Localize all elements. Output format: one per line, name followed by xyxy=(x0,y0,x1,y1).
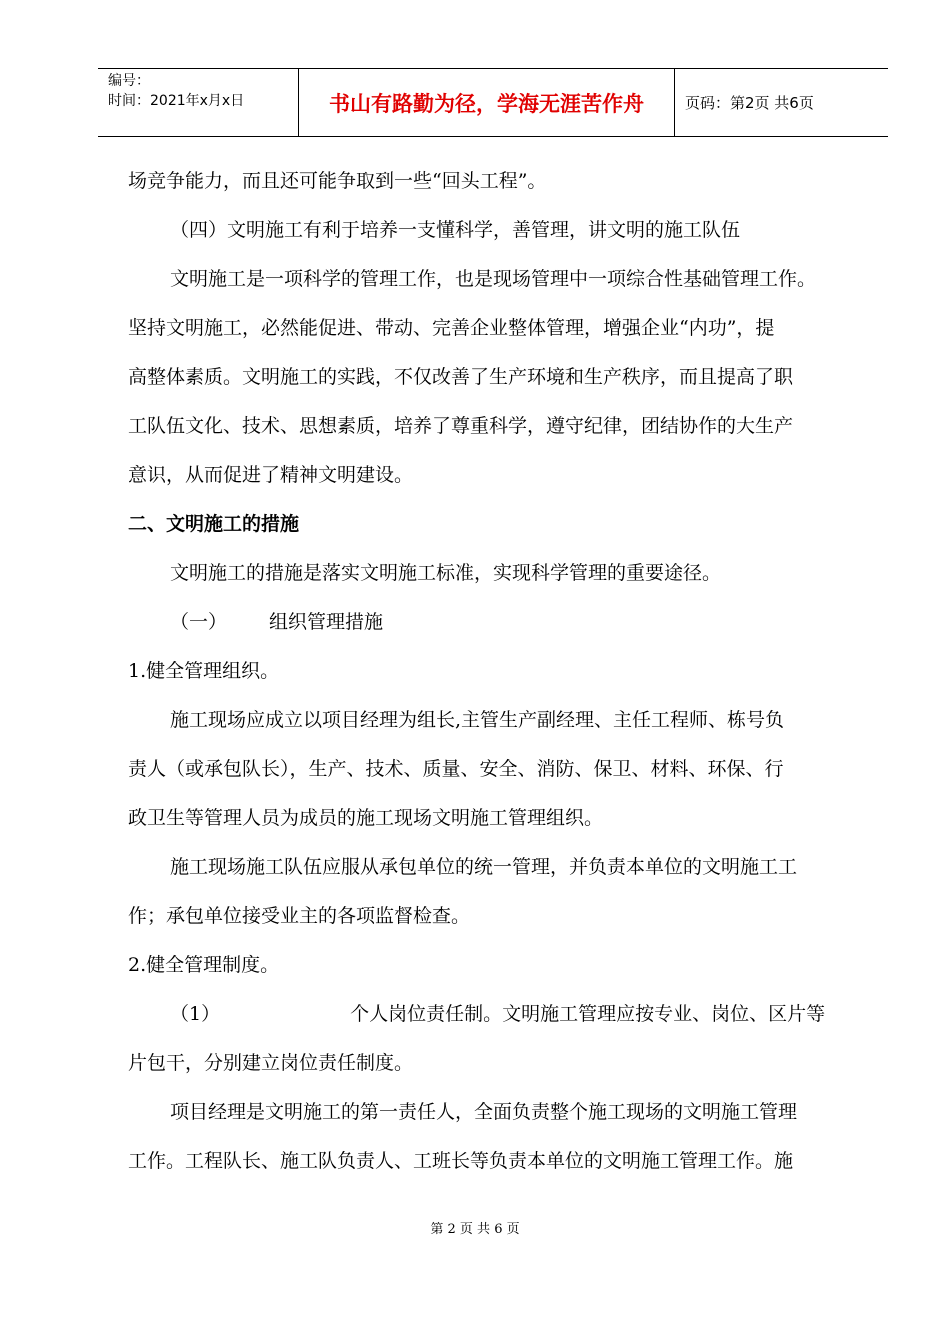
page-header xyxy=(98,68,888,137)
list-item-text: 个人岗位责任制。文明施工管理应按专业、岗位、区片等 xyxy=(350,1003,826,1025)
paragraph-line: 文明施工的措施是落实文明施工标准，实现科学管理的重要途径。 xyxy=(170,562,722,584)
paragraph-line: 施工现场应成立以项目经理为组长,主管生产副经理、主任工程师、栋号负 xyxy=(170,709,785,731)
paragraph-line: 工作。工程队长、施工队负责人、工班长等负责本单位的文明施工管理工作。施 xyxy=(128,1150,794,1172)
header-motto: 书山有路勤为径，学海无涯苦作舟 xyxy=(299,69,675,136)
subsection-heading xyxy=(128,599,868,648)
paragraph-line: 责人（或承包队长），生产、技术、质量、安全、消防、保卫、材料、环保、行 xyxy=(128,758,784,780)
paragraph-line: 坚持文明施工，必然能促进、带动、完善企业整体管理，增强企业“内功”，提 xyxy=(128,317,775,339)
list-item-number: （1） xyxy=(170,1003,221,1025)
time-label: 时间：2021年x月x日 xyxy=(108,93,245,109)
section-subheading: （四）文明施工有利于培养一支懂科学，善管理，讲文明的施工队伍 xyxy=(170,219,741,241)
paragraph-line: 片包干，分别建立岗位责任制度。 xyxy=(128,1052,414,1074)
header-page-info: 页码：第2页 共6页 xyxy=(685,94,814,112)
number-label: 编号： xyxy=(108,73,150,89)
paragraph-line: 文明施工是一项科学的管理工作，也是现场管理中一项综合性基础管理工作。 xyxy=(170,268,817,290)
header-meta xyxy=(98,69,299,136)
paragraph-line: 项目经理是文明施工的第一责任人，全面负责整个施工现场的文明施工管理 xyxy=(170,1101,798,1123)
numbered-item: 2.健全管理制度。 xyxy=(128,954,280,976)
paragraph-line: 意识，从而促进了精神文明建设。 xyxy=(128,464,414,486)
paragraph-line: 政卫生等管理人员为成员的施工现场文明施工管理组织。 xyxy=(128,807,604,829)
list-item-line xyxy=(128,991,868,1040)
paragraph-line: 高整体素质。文明施工的实践，不仅改善了生产环境和生产秩序，而且提高了职 xyxy=(128,366,794,388)
paragraph-line: 工队伍文化、技术、思想素质，培养了尊重科学，遵守纪律，团结协作的大生产 xyxy=(128,415,794,437)
text-line: 场竞争能力，而且还可能争取到一些“回头工程”。 xyxy=(128,170,547,192)
page-footer: 第 2 页 共 6 页 xyxy=(430,1222,520,1237)
paragraph-line: 施工现场施工队伍应服从承包单位的统一管理，并负责本单位的文明施工工 xyxy=(170,856,798,878)
subsection-number: （一） xyxy=(170,611,228,633)
section-heading: 二、文明施工的措施 xyxy=(128,513,300,535)
document-body xyxy=(128,158,868,1187)
paragraph-line: 作；承包单位接受业主的各项监督检查。 xyxy=(128,905,471,927)
numbered-item: 1.健全管理组织。 xyxy=(128,660,280,682)
subsection-title: 组织管理措施 xyxy=(269,611,384,633)
